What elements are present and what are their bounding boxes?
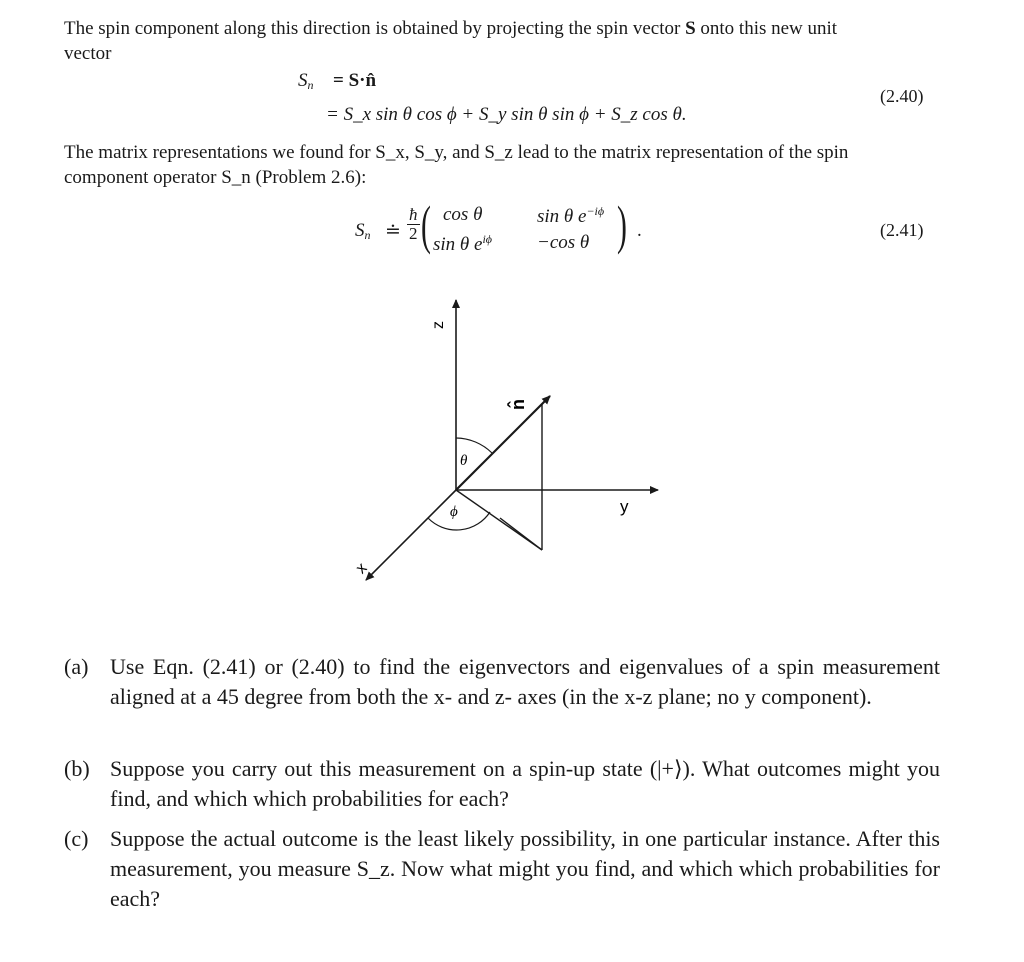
equation-2-40-line2: = S_x sin θ cos ϕ + S_y sin θ sin ϕ + S_z cos θ. [326,104,687,125]
question-c-label: (c) [64,826,89,851]
matrix-m12: sin θ $e^{-i\phi}$ [537,204,605,227]
spin-vector-symbol: S [685,18,696,39]
theta-label: θ [460,453,468,469]
x-axis-label: x [352,559,371,578]
question-b-text: Suppose you carry out this measurement on a spin-up state (|+⟩). What outcomes might you find, and which which probabilities for each? [110,756,940,811]
equation-2-40-lhs: $S_n$ [298,70,314,92]
n-hat-label: n̂ [508,399,528,410]
intro-line1-end: onto this new unit [700,18,838,39]
triangle-base-line [500,518,542,550]
matrix-paragraph-line1: The matrix representations we found for S_x, S_y, and S_z lead to the matrix representation of the spin [64,142,849,163]
y-axis-label: y [620,497,629,516]
question-b [64,754,944,816]
equation-number-2-41: (2.41) [880,220,924,240]
phi-arc [428,512,490,530]
equation-number-2-40: (2.40) [880,86,924,106]
question-c-text: Suppose the actual outcome is the least likely possibility, in one particular instance. After this measurement, you measure S_z. Now what might you find, and which which probabilities for each? [110,826,940,911]
matrix-m22: −cos θ [537,232,590,253]
intro-line2: vector [64,43,112,64]
theta-arc [456,438,492,453]
question-a-text: Use Eqn. (2.41) or (2.40) to find the eigenvectors and eigenvalues of a spin measurement aligned at a 45 degree from both the x- and z- axes (in the x-z plane; no y component). [110,654,940,709]
intro-line1: The spin component along this direction is obtained by projecting the spin vector [64,18,681,39]
intro-paragraph [64,16,944,66]
hbar-over-two: $\frac{ħ}{2}$ [409,205,418,243]
period: . [637,220,642,241]
z-axis-label: z [430,321,447,329]
right-paren: ) [617,195,627,255]
n-hat-vector [456,396,550,490]
matrix-paragraph [64,140,944,190]
matrix-m21: sin θ $e^{i\phi}$ [433,232,492,255]
spin-direction-figure [340,290,680,600]
approx-equal-symbol: ≐ [385,221,401,242]
equation-2-40-line1: = S·n̂ [333,70,377,91]
matrix-m11: cos θ [443,204,483,225]
question-a-label: (a) [64,654,89,679]
question-c [64,824,944,916]
question-b-label: (b) [64,756,90,781]
left-paren: ( [421,195,431,255]
equation-2-41-lhs: $S_n$ [355,220,371,242]
matrix-paragraph-line2: component operator S_n (Problem 2.6): [64,167,367,188]
x-axis [366,490,456,580]
question-a [64,652,944,744]
phi-label: ϕ [450,504,458,520]
